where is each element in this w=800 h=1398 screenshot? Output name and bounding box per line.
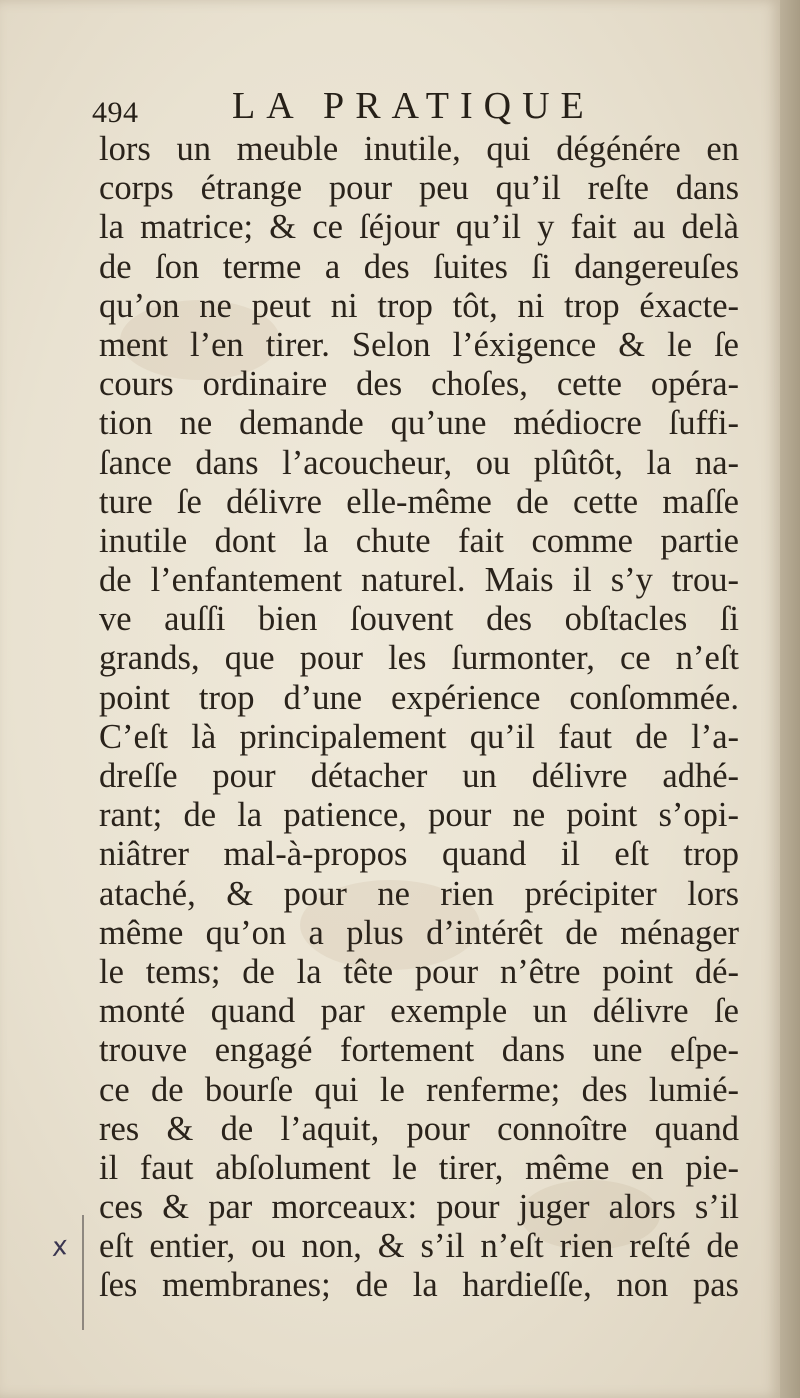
text-line: niâtrer mal-à-propos quand il eſt trop [99, 835, 739, 874]
text-line: la matrice; & ce ſéjour qu’il y fait au delà [99, 208, 739, 247]
text-line: corps étrange pour peu qu’il reſte dans [99, 169, 739, 208]
text-line: de l’enfantement naturel. Mais il s’y trou- [99, 561, 739, 600]
text-line: ſes membranes; de la hardieſſe, non pas [99, 1266, 739, 1305]
text-line: rant; de la patience, pour ne point s’opi- [99, 796, 739, 835]
text-line: ataché, & pour ne rien précipiter lors [99, 874, 739, 913]
text-line: ces & par morceaux: pour juger alors s’il [99, 1188, 739, 1227]
text-line: monté quand par exemple un délivre ſe [99, 992, 739, 1031]
scan-background-edge [778, 0, 800, 1398]
text-line: C’eſt là principalement qu’il faut de l’a- [99, 717, 739, 756]
text-line: cours ordinaire des choſes, cette opéra- [99, 365, 739, 404]
text-line: inutile dont la chute fait comme partie [99, 521, 739, 560]
text-line: trouve engagé fortement dans une eſpe- [99, 1031, 739, 1070]
text-line: lors un meuble inutile, qui dégénére en [99, 130, 739, 168]
text-line: res & de l’aquit, pour connoître quand [99, 1109, 739, 1148]
text-line: ment l’en tirer. Selon l’éxigence & le ſe [99, 325, 739, 364]
page-body-text [99, 130, 739, 1306]
text-line: ture ſe délivre elle-même de cette maſſe [99, 482, 739, 521]
handwritten-margin-annotation: x [49, 1231, 70, 1263]
page-number: 494 [92, 96, 139, 129]
text-line: il faut abſolument le tirer, même en pie- [99, 1148, 739, 1187]
margin-pencil-mark [82, 1215, 84, 1330]
text-line: dreſſe pour détacher un délivre adhé- [99, 757, 739, 795]
text-line: ſance dans l’acoucheur, ou plûtôt, la na- [99, 443, 739, 482]
text-line: tion ne demande qu’une médiocre ſuffi- [99, 404, 739, 443]
page-header [92, 82, 732, 132]
running-head-title: LA PRATIQUE [232, 85, 595, 127]
text-line: grands, que pour les ſurmonter, ce n’eſt [99, 639, 739, 678]
text-line: ce de bourſe qui le renferme; des lumié- [99, 1070, 739, 1109]
text-line: ve auſſi bien ſouvent des obſtacles ſi [99, 600, 739, 639]
text-line: de ſon terme a des ſuites ſi dangereuſes [99, 247, 739, 286]
text-line: qu’on ne peut ni trop tôt, ni trop éxacte- [99, 286, 739, 325]
text-line: point trop d’une expérience conſommée. [99, 678, 739, 717]
text-line: eſt entier, ou non, & s’il n’eſt rien reſté de [99, 1227, 739, 1266]
text-line: même qu’on a plus d’intérêt de ménager [99, 913, 739, 952]
text-line: le tems; de la tête pour n’être point dé- [99, 952, 739, 991]
